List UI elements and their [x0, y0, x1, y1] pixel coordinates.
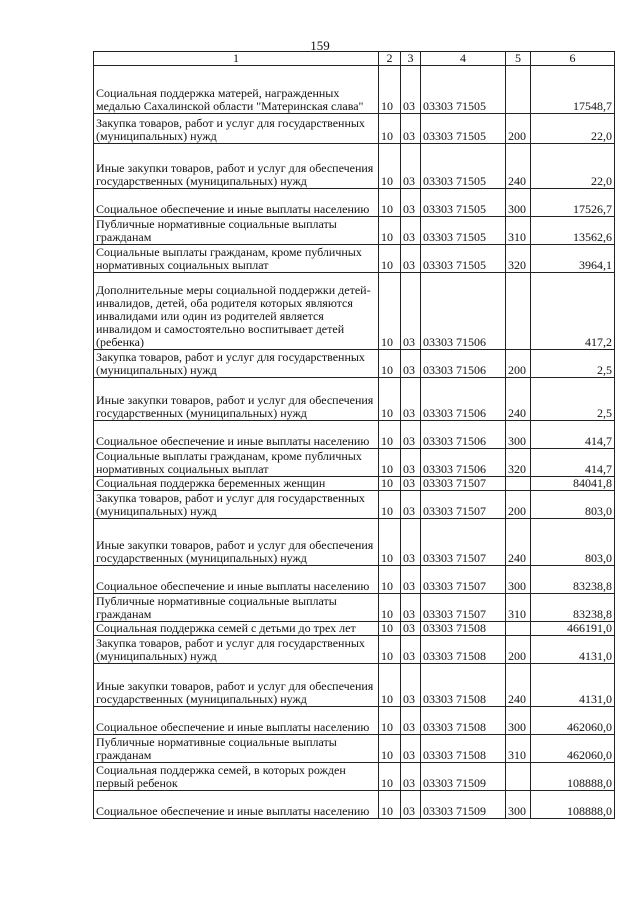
- row-expense-type: [506, 763, 531, 791]
- row-name: Закупка товаров, работ и услуг для государственных (муниципальных) нужд: [94, 491, 379, 519]
- table-row: [94, 594, 615, 622]
- row-name: Публичные нормативные социальные выплаты гражданам: [94, 594, 379, 622]
- row-expense-type: 300: [506, 566, 531, 594]
- row-article: 03303 71508: [421, 622, 506, 636]
- row-amount: 3964,1: [531, 245, 615, 273]
- row-article: 03303 71505: [421, 217, 506, 245]
- row-section: 10: [379, 519, 401, 566]
- row-section: 10: [379, 449, 401, 477]
- row-amount: 462060,0: [531, 707, 615, 735]
- row-expense-type: 240: [506, 144, 531, 189]
- row-section: 10: [379, 477, 401, 491]
- row-article: 03303 71508: [421, 664, 506, 707]
- row-expense-type: 300: [506, 707, 531, 735]
- row-article: 03303 71506: [421, 449, 506, 477]
- row-section: 10: [379, 664, 401, 707]
- table-row: [94, 189, 615, 217]
- row-name: Иные закупки товаров, работ и услуг для обеспечения государственных (муниципальных) нужд: [94, 378, 379, 421]
- table-row: [94, 273, 615, 350]
- row-article: 03303 71505: [421, 245, 506, 273]
- row-amount: 803,0: [531, 519, 615, 566]
- row-subsection: 03: [401, 791, 421, 819]
- table-row: [94, 763, 615, 791]
- row-amount: 83238,8: [531, 566, 615, 594]
- row-article: 03303 71506: [421, 350, 506, 378]
- row-expense-type: 310: [506, 594, 531, 622]
- row-section: 10: [379, 245, 401, 273]
- row-section: 10: [379, 144, 401, 189]
- row-expense-type: 240: [506, 664, 531, 707]
- row-section: 10: [379, 791, 401, 819]
- row-article: 03303 71507: [421, 519, 506, 566]
- row-subsection: 03: [401, 566, 421, 594]
- row-subsection: 03: [401, 707, 421, 735]
- row-article: 03303 71509: [421, 791, 506, 819]
- table-row: [94, 144, 615, 189]
- table-row: [94, 477, 615, 491]
- table-row: [94, 421, 615, 449]
- row-section: 10: [379, 114, 401, 144]
- row-expense-type: 310: [506, 217, 531, 245]
- row-amount: 84041,8: [531, 477, 615, 491]
- column-header: 3: [401, 52, 421, 66]
- row-amount: 13562,6: [531, 217, 615, 245]
- column-header: 2: [379, 52, 401, 66]
- table-row: [94, 378, 615, 421]
- row-subsection: 03: [401, 664, 421, 707]
- row-expense-type: 300: [506, 189, 531, 217]
- row-subsection: 03: [401, 217, 421, 245]
- row-subsection: 03: [401, 114, 421, 144]
- row-article: 03303 71505: [421, 189, 506, 217]
- row-article: 03303 71505: [421, 144, 506, 189]
- row-section: 10: [379, 378, 401, 421]
- table-row: [94, 66, 615, 114]
- header-row: [94, 52, 615, 66]
- row-expense-type: [506, 273, 531, 350]
- row-subsection: 03: [401, 350, 421, 378]
- column-header: 6: [531, 52, 615, 66]
- row-name: Социальное обеспечение и иные выплаты населению: [94, 791, 379, 819]
- row-subsection: 03: [401, 735, 421, 763]
- row-subsection: 03: [401, 378, 421, 421]
- table-row: [94, 735, 615, 763]
- row-section: 10: [379, 273, 401, 350]
- row-article: 03303 71507: [421, 566, 506, 594]
- table-row: [94, 636, 615, 664]
- row-amount: 17526,7: [531, 189, 615, 217]
- row-section: 10: [379, 217, 401, 245]
- row-expense-type: 200: [506, 350, 531, 378]
- row-article: 03303 71507: [421, 491, 506, 519]
- row-name: Социальная поддержка матерей, награжденных медалью Сахалинской области "Материнская слава": [94, 66, 379, 114]
- table-row: [94, 217, 615, 245]
- row-section: 10: [379, 763, 401, 791]
- row-expense-type: [506, 477, 531, 491]
- row-section: 10: [379, 594, 401, 622]
- row-subsection: 03: [401, 519, 421, 566]
- row-article: 03303 71507: [421, 477, 506, 491]
- row-article: 03303 71508: [421, 707, 506, 735]
- row-amount: 417,2: [531, 273, 615, 350]
- row-subsection: 03: [401, 144, 421, 189]
- row-expense-type: 300: [506, 791, 531, 819]
- budget-table: [93, 51, 615, 819]
- row-section: 10: [379, 350, 401, 378]
- table-row: [94, 491, 615, 519]
- table-row: [94, 707, 615, 735]
- row-article: 03303 71505: [421, 66, 506, 114]
- row-amount: 108888,0: [531, 763, 615, 791]
- row-section: 10: [379, 421, 401, 449]
- row-amount: 22,0: [531, 114, 615, 144]
- row-amount: 414,7: [531, 449, 615, 477]
- row-subsection: 03: [401, 594, 421, 622]
- row-section: 10: [379, 66, 401, 114]
- row-subsection: 03: [401, 449, 421, 477]
- row-section: 10: [379, 622, 401, 636]
- table-row: [94, 519, 615, 566]
- row-name: Социальная поддержка семей, в которых рожден первый ребенок: [94, 763, 379, 791]
- row-amount: 462060,0: [531, 735, 615, 763]
- row-article: 03303 71508: [421, 735, 506, 763]
- row-amount: 4131,0: [531, 636, 615, 664]
- row-subsection: 03: [401, 477, 421, 491]
- row-subsection: 03: [401, 273, 421, 350]
- row-subsection: 03: [401, 763, 421, 791]
- row-expense-type: [506, 66, 531, 114]
- row-name: Социальная поддержка семей с детьми до трех лет: [94, 622, 379, 636]
- row-section: 10: [379, 707, 401, 735]
- row-amount: 2,5: [531, 378, 615, 421]
- table-body: [94, 66, 615, 819]
- row-name: Социальное обеспечение и иные выплаты населению: [94, 421, 379, 449]
- row-amount: 414,7: [531, 421, 615, 449]
- row-article: 03303 71506: [421, 378, 506, 421]
- table-row: [94, 664, 615, 707]
- row-subsection: 03: [401, 189, 421, 217]
- row-amount: 22,0: [531, 144, 615, 189]
- row-amount: 466191,0: [531, 622, 615, 636]
- table-row: [94, 449, 615, 477]
- table-row: [94, 114, 615, 144]
- row-expense-type: 310: [506, 735, 531, 763]
- table-row: [94, 791, 615, 819]
- row-name: Публичные нормативные социальные выплаты гражданам: [94, 217, 379, 245]
- row-article: 03303 71509: [421, 763, 506, 791]
- row-expense-type: 200: [506, 636, 531, 664]
- table-row: [94, 350, 615, 378]
- row-name: Иные закупки товаров, работ и услуг для обеспечения государственных (муниципальных) нужд: [94, 664, 379, 707]
- row-expense-type: 320: [506, 245, 531, 273]
- row-amount: 2,5: [531, 350, 615, 378]
- row-subsection: 03: [401, 245, 421, 273]
- row-section: 10: [379, 566, 401, 594]
- table-row: [94, 622, 615, 636]
- row-name: Закупка товаров, работ и услуг для государственных (муниципальных) нужд: [94, 636, 379, 664]
- row-amount: 108888,0: [531, 791, 615, 819]
- row-amount: 4131,0: [531, 664, 615, 707]
- row-name: Иные закупки товаров, работ и услуг для обеспечения государственных (муниципальных) нужд: [94, 144, 379, 189]
- row-amount: 17548,7: [531, 66, 615, 114]
- row-subsection: 03: [401, 421, 421, 449]
- row-expense-type: 240: [506, 378, 531, 421]
- row-expense-type: 300: [506, 421, 531, 449]
- row-subsection: 03: [401, 636, 421, 664]
- row-name: Социальное обеспечение и иные выплаты населению: [94, 707, 379, 735]
- row-section: 10: [379, 491, 401, 519]
- column-header: 5: [506, 52, 531, 66]
- column-header: 1: [94, 52, 379, 66]
- row-name: Социальное обеспечение и иные выплаты населению: [94, 189, 379, 217]
- row-name: Публичные нормативные социальные выплаты гражданам: [94, 735, 379, 763]
- row-subsection: 03: [401, 491, 421, 519]
- table-row: [94, 245, 615, 273]
- row-expense-type: [506, 622, 531, 636]
- row-article: 03303 71505: [421, 114, 506, 144]
- row-subsection: 03: [401, 66, 421, 114]
- row-name: Социальная поддержка беременных женщин: [94, 477, 379, 491]
- row-name: Иные закупки товаров, работ и услуг для обеспечения государственных (муниципальных) нужд: [94, 519, 379, 566]
- row-name: Дополнительные меры социальной поддержки детей-инвалидов, детей, оба родителя которых являются инвалидами или один из родителей является инвалидом и самостоятельно воспитывает детей (ребенка): [94, 273, 379, 350]
- column-header: 4: [421, 52, 506, 66]
- row-section: 10: [379, 636, 401, 664]
- row-section: 10: [379, 735, 401, 763]
- row-article: 03303 71506: [421, 421, 506, 449]
- row-article: 03303 71506: [421, 273, 506, 350]
- row-name: Социальные выплаты гражданам, кроме публичных нормативных социальных выплат: [94, 449, 379, 477]
- row-expense-type: 240: [506, 519, 531, 566]
- row-expense-type: 320: [506, 449, 531, 477]
- row-expense-type: 200: [506, 491, 531, 519]
- row-article: 03303 71507: [421, 594, 506, 622]
- row-name: Закупка товаров, работ и услуг для государственных (муниципальных) нужд: [94, 350, 379, 378]
- row-subsection: 03: [401, 622, 421, 636]
- row-name: Социальное обеспечение и иные выплаты населению: [94, 566, 379, 594]
- table-row: [94, 566, 615, 594]
- row-name: Закупка товаров, работ и услуг для государственных (муниципальных) нужд: [94, 114, 379, 144]
- page-number: 159: [310, 38, 330, 53]
- row-name: Социальные выплаты гражданам, кроме публичных нормативных социальных выплат: [94, 245, 379, 273]
- row-article: 03303 71508: [421, 636, 506, 664]
- row-amount: 803,0: [531, 491, 615, 519]
- row-amount: 83238,8: [531, 594, 615, 622]
- row-section: 10: [379, 189, 401, 217]
- row-expense-type: 200: [506, 114, 531, 144]
